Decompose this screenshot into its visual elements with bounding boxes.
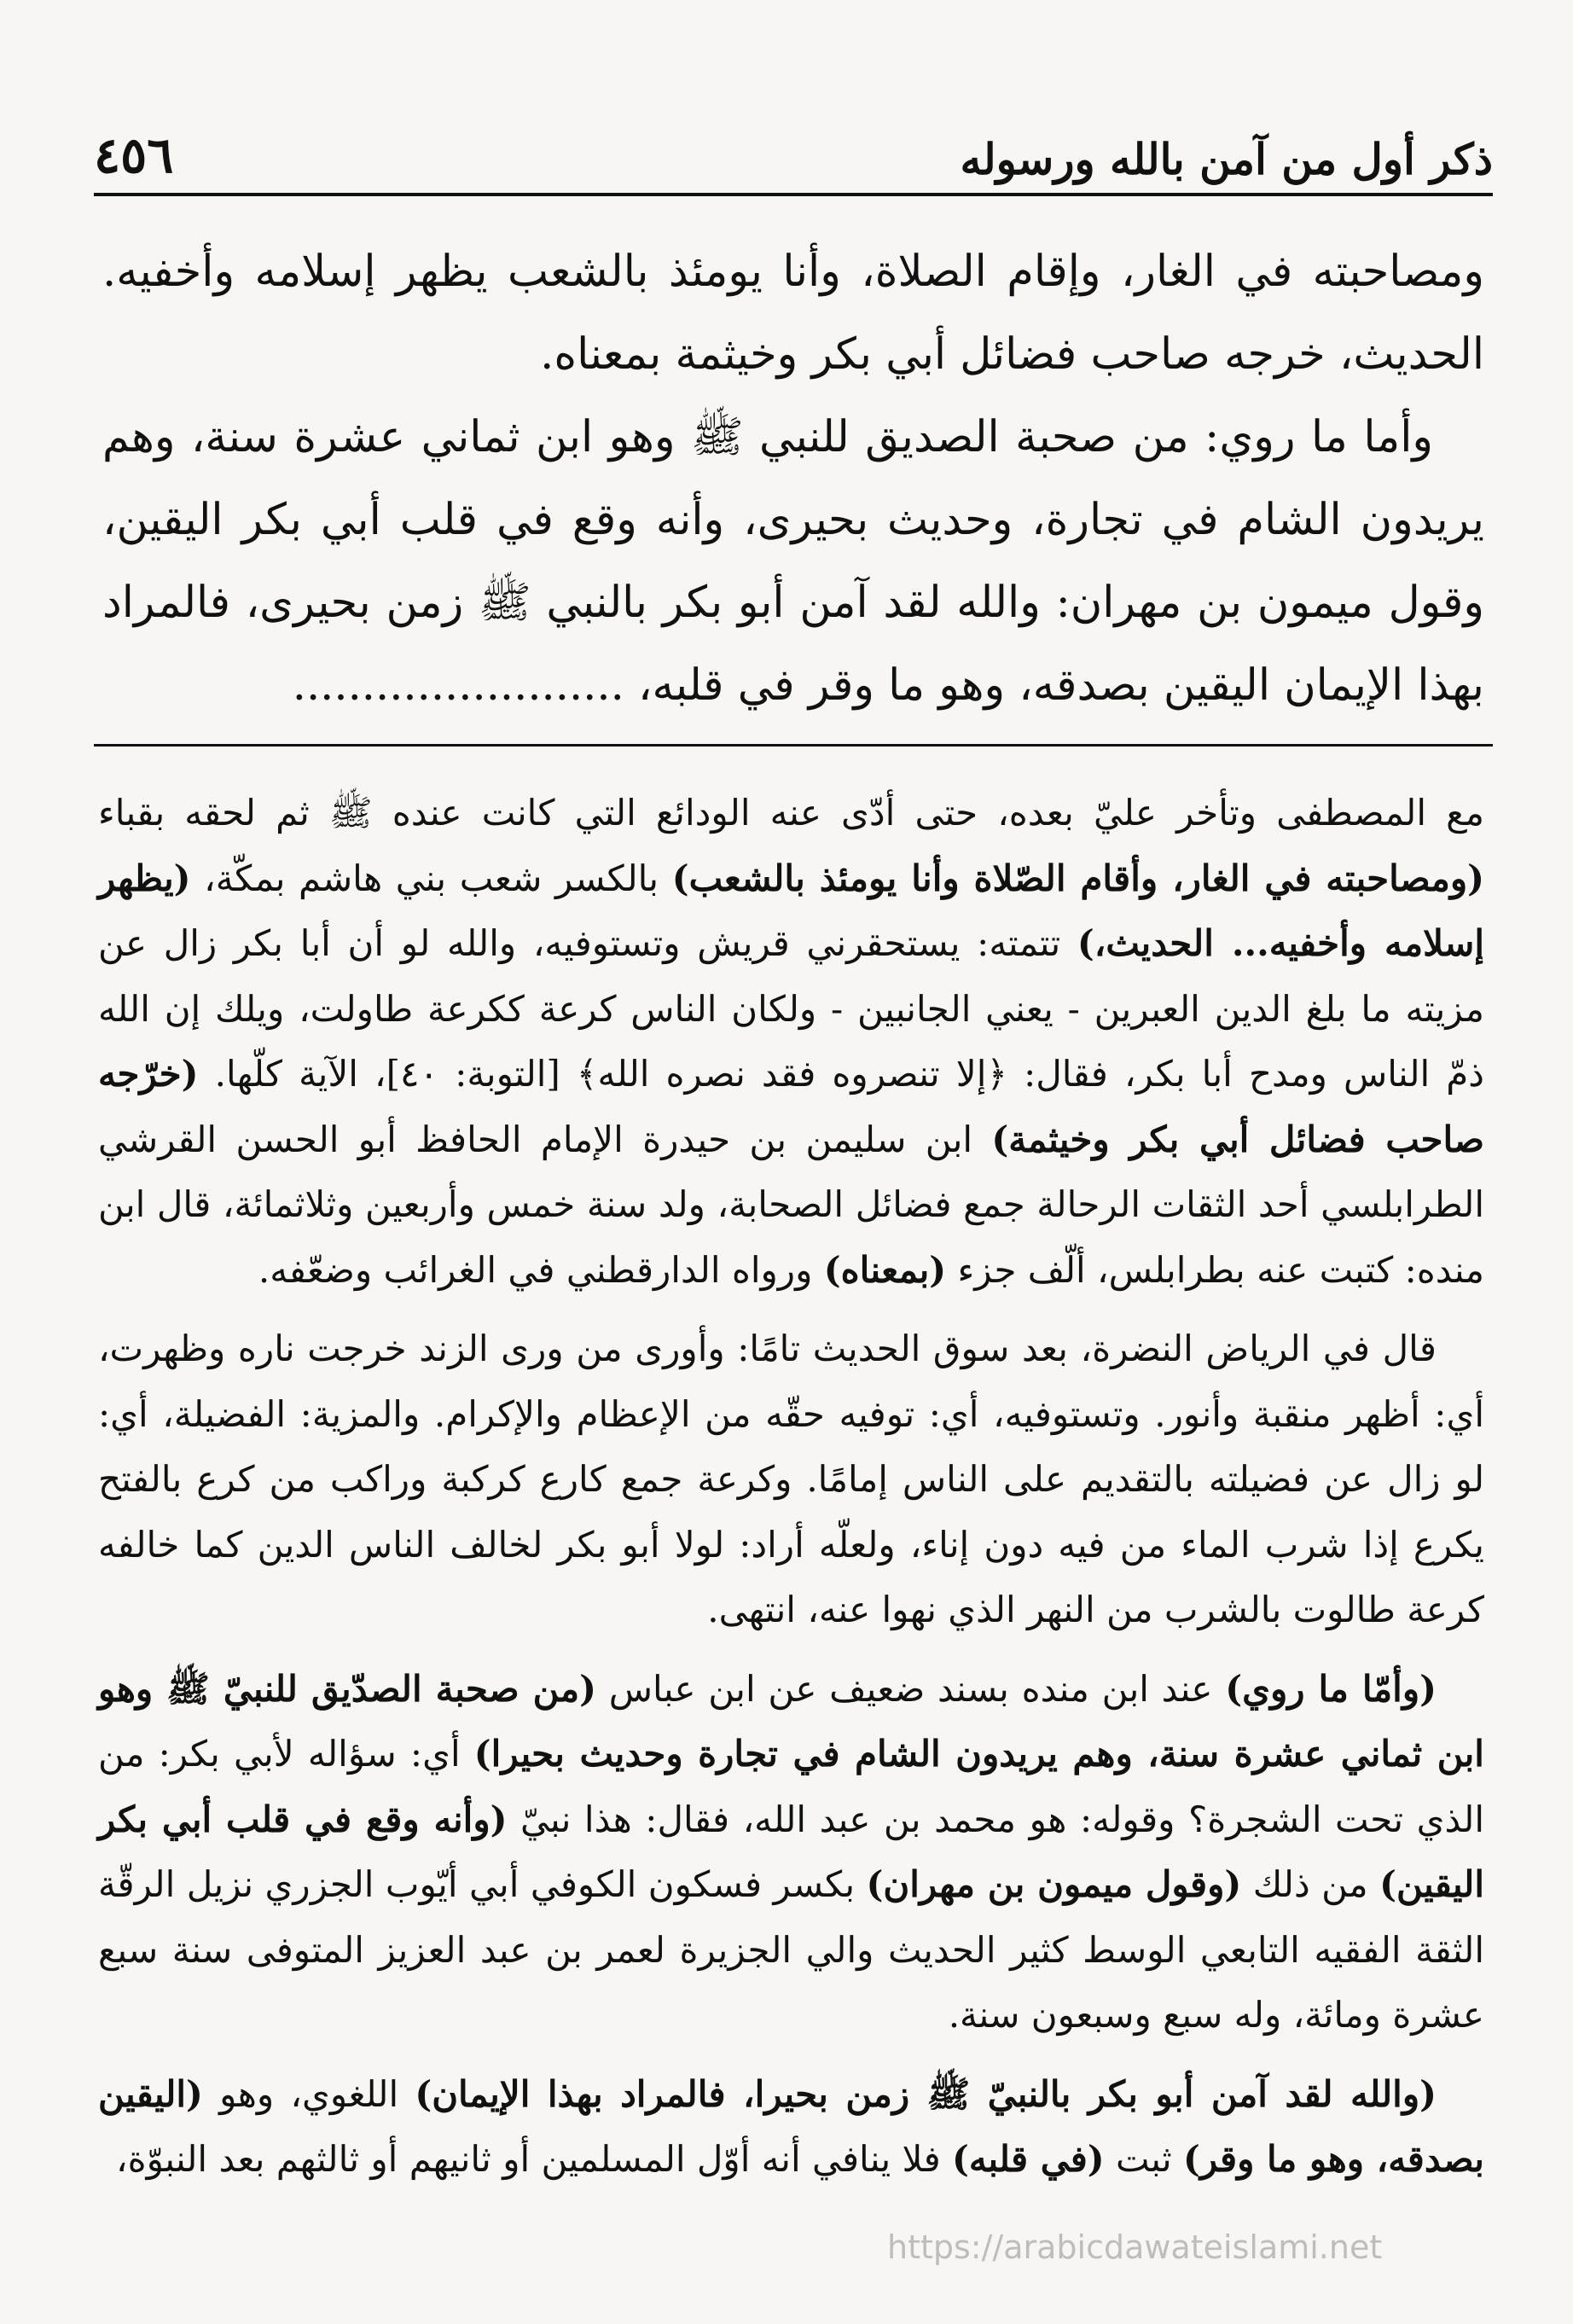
quoted-lemma: (خرّجه صاحب فضائل أبي بكر وخيثمة) xyxy=(98,1053,1484,1160)
quoted-lemma: (اليقين بصدقه، وهو ما وقر) xyxy=(98,2072,1484,2180)
watermark: https://arabicdawateislami.net xyxy=(887,2228,1383,2266)
page-number: ٤٥٦ xyxy=(94,126,174,184)
running-title: ذكر أول من آمن بالله ورسوله xyxy=(960,134,1493,184)
commentary-text: أي: سؤاله لأبي بكر: من الذي تحت الشجرة؟ وقوله: هو محمد بن عبد الله، فقال: هذا نبيّ xyxy=(98,1733,1484,1840)
commentary xyxy=(98,781,1484,2206)
quoted-lemma: (ومصاحبته في الغار، وأقام الصّلاة وأنا يومئذ بالشعب) xyxy=(671,857,1484,899)
commentary-text: ورواه الدارقطني في الغرائب وضعّفه. xyxy=(258,1248,824,1291)
quoted-lemma: (وقول ميمون بن مهران) xyxy=(866,1863,1242,1905)
main-text-paragraph-2 xyxy=(102,396,1484,727)
main-text xyxy=(102,230,1484,727)
quoted-lemma: (في قلبه) xyxy=(952,2138,1105,2180)
commentary-paragraph-4 xyxy=(98,2062,1484,2193)
commentary-text: بالكسر شعب بني هاشم بمكّة، xyxy=(190,857,672,899)
commentary-text: فلا ينافي أنه أوّل المسلمين أو ثانيهم أو ثالثهم بعد النبوّة، xyxy=(116,2138,953,2180)
commentary-text: عند ابن منده بسند ضعيف عن ابن عباس xyxy=(596,1667,1226,1710)
quoted-lemma: (والله لقد آمن أبو بكر بالنبيّ ﷺ زمن بحيرا، فالمراد بهذا الإيمان) xyxy=(415,2072,1437,2115)
commentary-text: مع المصطفى وتأخر عليّ بعده، حتى أدّى عنه الودائع التي كانت عنده ﷺ ثم لحقه بقباء xyxy=(98,792,1484,834)
commentary-paragraph-1 xyxy=(98,781,1484,1303)
commentary-paragraph-3 xyxy=(98,1657,1484,2048)
commentary-text: ابن سليمن بن حيدرة الإمام الحافظ أبو الحسن القرشي الطرابلسي أحد الثقات الرحالة جمع فضائل الصحابة، ولد سنة خمس وأربعين وثلاثمائة، قال ابن منده: كتبت عنه بطرابلس، ألّف جزء xyxy=(98,1118,1484,1291)
commentary-text: اللغوي، وهو xyxy=(202,2072,415,2115)
main-text-paragraph-2-body: وأما ما روي: من صحبة الصديق للنبي ﷺ وهو ابن ثماني عشرة سنة، وهم يريدون الشام في تجارة، وحديث بحيرى، وأنه وقع في قلب أبي بكر اليقين، وقول ميمون بن مهران: والله لقد آمن أبو بكر بالنبي ﷺ زمن بحيرى، فالمراد بهذا الإيمان اليقين بصدقه، وهو ما وقر في قلبه، xyxy=(102,412,1484,711)
quoted-lemma: (وأنه وقع في قلب أبي بكر اليقين) xyxy=(98,1798,1484,1905)
quoted-lemma: (بمعناه) xyxy=(823,1248,947,1291)
commentary-text: من ذلك xyxy=(1241,1863,1380,1905)
quoted-lemma: (وأمّا ما روي) xyxy=(1225,1667,1437,1710)
main-text-paragraph-1: ومصاحبته في الغار، وإقام الصلاة، وأنا يومئذ بالشعب يظهر إسلامه وأخفيه. الحديث، خرجه صاحب فضائل أبي بكر وخيثمة بمعناه. xyxy=(102,247,1484,380)
footnote-separator xyxy=(94,744,1493,747)
quoted-lemma: (من صحبة الصدّيق للنبيّ ﷺ وهو ابن ثماني عشرة سنة، وهم يريدون الشام في تجارة وحديث بحيرا) xyxy=(98,1667,1484,1775)
commentary-text: بكسر فسكون الكوفي أبي أيّوب الجزري نزيل الرقّة الثقة الفقيه التابعي الوسط كثير الحديث والي الجزيرة لعمر بن عبد العزيز المتوفى سنة سبع عشرة ومائة، وله سبع وسبعون سنة. xyxy=(98,1863,1484,2036)
commentary-paragraph-2: قال في الرياض النضرة، بعد سوق الحديث تامًا: وأورى من ورى الزند خرجت ناره وظهرت، أي: أظهر منقبة وأنور. وتستوفيه، أي: توفيه حقّه من الإعظام والإكرام. والمزية: الفضيلة، أي: لو زال عن فضيلته بالتقديم على الناس إمامًا. وكرعة جمع كارع كركبة وراكب من كرع بالفتح يكرع إذا شرب الماء من فيه دون إناء، ولعلّه أراد: لولا أبو بكر لخالف الناس الدين كما خالفه كرعة طالوت بالشرب من النهر الذي نهوا عنه، انتهى. xyxy=(98,1328,1484,1630)
continuation-dots: ........................ xyxy=(292,660,624,711)
page-header xyxy=(94,102,1493,184)
commentary-text: ثبت xyxy=(1104,2138,1183,2180)
quoted-lemma: (يظهر إسلامه وأخفيه... الحديث،) xyxy=(98,857,1484,964)
commentary-text: تتمته: يستحقرني قريش وتستوفيه، والله لو أن أبا بكر زال عن مزيته ما بلغ الدين العبرين - يعني الجانبين - ولكان الناس كرعة ككرعة طاولت، ويلك إن الله ذمّ الناس ومدح أبا بكر، فقال: ﴿إلا تنصروه فقد نصره الله﴾ [التوبة: ٤٠]، الآية كلّها. xyxy=(98,922,1484,1095)
header-rule xyxy=(94,193,1493,196)
